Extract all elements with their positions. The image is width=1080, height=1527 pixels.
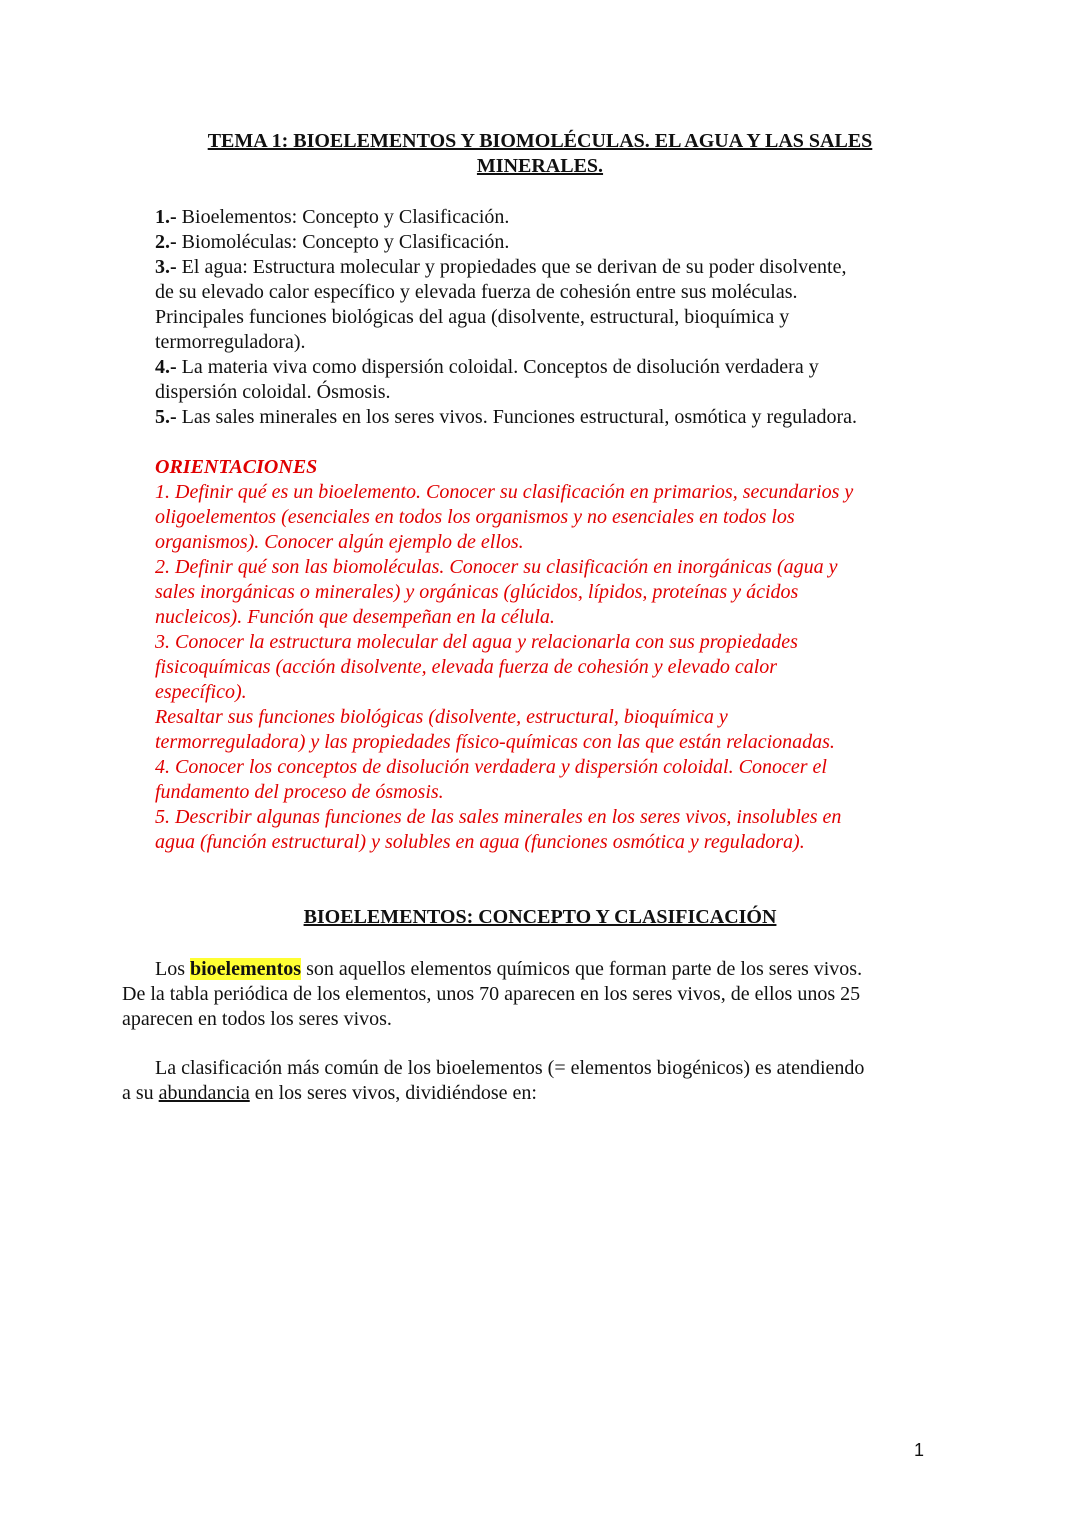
- orientacion-line: agua (función estructural) y solubles en agua (funciones osmótica y reguladora).: [155, 831, 805, 853]
- document-title-line1: TEMA 1: BIOELEMENTOS Y BIOMOLÉCULAS. EL AGUA Y LAS SALES: [207, 130, 873, 152]
- item-text: La materia viva como dispersión coloidal. Conceptos de disolución verdadera y: [176, 356, 819, 378]
- paragraph-line: [155, 957, 862, 982]
- list-item: [155, 355, 819, 380]
- orientacion-line: 2. Definir qué son las biomoléculas. Conocer su clasificación en inorgánicas (agua y: [155, 556, 838, 578]
- orientacion-line: 1. Definir qué es un bioelemento. Conocer su clasificación en primarios, secundarios y: [155, 481, 854, 503]
- section-heading: BIOELEMENTOS: CONCEPTO Y CLASIFICACIÓN: [303, 906, 777, 928]
- item-text: de su elevado calor específico y elevada fuerza de cohesión entre sus moléculas.: [155, 281, 798, 303]
- item-text: dispersión coloidal. Ósmosis.: [155, 381, 391, 403]
- orientacion-line: específico).: [155, 681, 247, 703]
- list-item: [155, 405, 857, 430]
- orientacion-line: fisicoquímicas (acción disolvente, elevada fuerza de cohesión y elevado calor: [155, 656, 778, 678]
- list-item: [155, 205, 509, 230]
- text: son aquellos elementos químicos que forman parte de los seres vivos.: [301, 958, 863, 980]
- orientacion-line: oligoelementos (esenciales en todos los organismos y no esenciales en todos los: [155, 506, 795, 528]
- orientaciones-heading: ORIENTACIONES: [155, 456, 318, 478]
- item-text: El agua: Estructura molecular y propiedades que se derivan de su poder disolvente,: [176, 256, 847, 278]
- orientacion-line: termorreguladora) y las propiedades físico-químicas con las que están relacionadas.: [155, 731, 835, 753]
- item-text: Las sales minerales en los seres vivos. Funciones estructural, osmótica y reguladora.: [176, 406, 858, 428]
- document-title-line2: MINERALES.: [476, 155, 604, 177]
- orientacion-line: sales inorgánicas o minerales) y orgánicas (glúcidos, lípidos, proteínas y ácidos: [155, 581, 799, 603]
- paragraph-line: aparecen en todos los seres vivos.: [122, 1008, 392, 1030]
- list-item: [155, 230, 509, 255]
- text: a su: [122, 1082, 159, 1104]
- item-text: Bioelementos: Concepto y Clasificación.: [176, 206, 510, 228]
- orientacion-line: 3. Conocer la estructura molecular del agua y relacionarla con sus propiedades: [155, 631, 798, 653]
- orientacion-line: 5. Describir algunas funciones de las sales minerales en los seres vivos, insolubles en: [155, 806, 842, 828]
- item-number: 1.-: [155, 206, 177, 228]
- orientacion-line: nucleicos). Función que desempeñan en la célula.: [155, 606, 555, 628]
- paragraph-line: De la tabla periódica de los elementos, unos 70 aparecen en los seres vivos, de ellos unos 25: [122, 983, 861, 1005]
- item-text: Principales funciones biológicas del agua (disolvente, estructural, bioquímica y: [155, 306, 790, 328]
- page-number: 1: [914, 1440, 925, 1460]
- list-item: [155, 255, 846, 280]
- paragraph-line: [122, 1081, 537, 1106]
- orientacion-line: Resaltar sus funciones biológicas (disolvente, estructural, bioquímica y: [155, 706, 728, 728]
- item-number: 5.-: [155, 406, 177, 428]
- item-number: 2.-: [155, 231, 177, 253]
- orientacion-line: 4. Conocer los conceptos de disolución verdadera y dispersión coloidal. Conocer el: [155, 756, 827, 778]
- item-text: Biomoléculas: Concepto y Clasificación.: [176, 231, 510, 253]
- orientacion-line: fundamento del proceso de ósmosis.: [155, 781, 444, 803]
- text: Los: [155, 958, 190, 980]
- item-number: 4.-: [155, 356, 177, 378]
- highlighted-term: bioelementos: [190, 958, 302, 980]
- underlined-term: abundancia: [158, 1082, 250, 1104]
- orientacion-line: organismos). Conocer algún ejemplo de ellos.: [155, 531, 524, 553]
- item-number: 3.-: [155, 256, 177, 278]
- item-text: termorreguladora).: [155, 331, 306, 353]
- paragraph-line: La clasificación más común de los bioelementos (= elementos biogénicos) es atendiendo: [155, 1057, 865, 1079]
- text: en los seres vivos, dividiéndose en:: [249, 1082, 537, 1104]
